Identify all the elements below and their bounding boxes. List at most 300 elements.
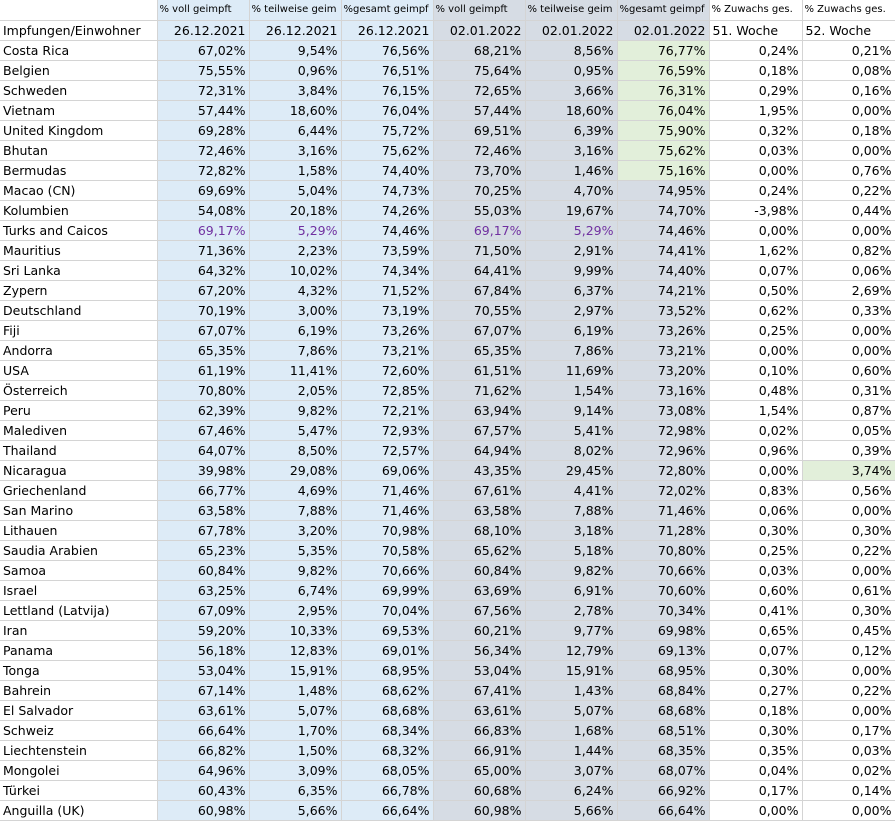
value-cell: 60,84%: [157, 561, 249, 581]
country-cell: Bhutan: [0, 141, 157, 161]
table-row: [0, 581, 895, 601]
value-cell: 18,60%: [249, 101, 341, 121]
value-cell: 0,41%: [709, 601, 802, 621]
value-cell: 60,21%: [433, 621, 525, 641]
header-cell-empty: [0, 0, 157, 21]
value-cell: 69,53%: [341, 621, 433, 641]
value-cell: 75,64%: [433, 61, 525, 81]
value-cell: -3,98%: [709, 201, 802, 221]
value-cell: 0,03%: [802, 741, 895, 761]
value-cell: 76,04%: [341, 101, 433, 121]
value-cell: 0,30%: [709, 661, 802, 681]
value-cell: 76,77%: [617, 41, 709, 61]
table-row: [0, 741, 895, 761]
value-cell: 71,28%: [617, 521, 709, 541]
value-cell: 2,23%: [249, 241, 341, 261]
table-row: [0, 681, 895, 701]
value-cell: 60,84%: [433, 561, 525, 581]
value-cell: 73,08%: [617, 401, 709, 421]
value-cell: 4,41%: [525, 481, 617, 501]
value-cell: 0,00%: [709, 341, 802, 361]
value-cell: 0,48%: [709, 381, 802, 401]
table-row: [0, 41, 895, 61]
value-cell: 71,36%: [157, 241, 249, 261]
table-row: [0, 381, 895, 401]
value-cell: 73,26%: [617, 321, 709, 341]
value-cell: 64,32%: [157, 261, 249, 281]
country-cell: Tonga: [0, 661, 157, 681]
value-cell: 75,90%: [617, 121, 709, 141]
value-cell: 20,18%: [249, 201, 341, 221]
value-cell: 70,60%: [617, 581, 709, 601]
value-cell: 73,21%: [341, 341, 433, 361]
value-cell: 0,00%: [709, 161, 802, 181]
value-cell: 67,09%: [157, 601, 249, 621]
table-row: [0, 61, 895, 81]
country-cell: Zypern: [0, 281, 157, 301]
country-cell: Kolumbien: [0, 201, 157, 221]
value-cell: 0,02%: [802, 761, 895, 781]
value-cell: 73,19%: [341, 301, 433, 321]
value-cell: 6,74%: [249, 581, 341, 601]
week-header: 52. Woche: [802, 21, 895, 41]
value-cell: 29,08%: [249, 461, 341, 481]
value-cell: 0,10%: [709, 361, 802, 381]
value-cell: 0,02%: [709, 421, 802, 441]
table-row: [0, 461, 895, 481]
value-cell: 69,99%: [341, 581, 433, 601]
value-cell: 0,60%: [802, 361, 895, 381]
value-cell: 0,56%: [802, 481, 895, 501]
value-cell: 0,33%: [802, 301, 895, 321]
country-cell: Liechtenstein: [0, 741, 157, 761]
value-cell: 0,00%: [802, 321, 895, 341]
value-cell: 75,72%: [341, 121, 433, 141]
value-cell: 72,60%: [341, 361, 433, 381]
value-cell: 64,07%: [157, 441, 249, 461]
column-header: %gesamt geimpf: [341, 0, 433, 21]
table-row: [0, 221, 895, 241]
table-row: [0, 341, 895, 361]
value-cell: 0,21%: [802, 41, 895, 61]
value-cell: 64,94%: [433, 441, 525, 461]
value-cell: 0,00%: [802, 141, 895, 161]
value-cell: 1,58%: [249, 161, 341, 181]
value-cell: 9,99%: [525, 261, 617, 281]
value-cell: 72,80%: [617, 461, 709, 481]
value-cell: 68,95%: [617, 661, 709, 681]
value-cell: 3,18%: [525, 521, 617, 541]
table-row: [0, 541, 895, 561]
value-cell: 67,56%: [433, 601, 525, 621]
value-cell: 0,25%: [709, 541, 802, 561]
value-cell: 72,96%: [617, 441, 709, 461]
value-cell: 60,98%: [157, 801, 249, 821]
value-cell: 70,80%: [157, 381, 249, 401]
value-cell: 0,06%: [709, 501, 802, 521]
value-cell: 72,57%: [341, 441, 433, 461]
value-cell: 66,78%: [341, 781, 433, 801]
value-cell: 69,13%: [617, 641, 709, 661]
table-row: [0, 121, 895, 141]
value-cell: 73,52%: [617, 301, 709, 321]
value-cell: 5,41%: [525, 421, 617, 441]
value-cell: 72,21%: [341, 401, 433, 421]
table-row: [0, 81, 895, 101]
value-cell: 66,92%: [617, 781, 709, 801]
value-cell: 67,84%: [433, 281, 525, 301]
table-row: [0, 181, 895, 201]
table-row: [0, 721, 895, 741]
country-cell: Vietnam: [0, 101, 157, 121]
country-cell: Saudia Arabien: [0, 541, 157, 561]
value-cell: 60,43%: [157, 781, 249, 801]
value-cell: 71,50%: [433, 241, 525, 261]
country-cell: United Kingdom: [0, 121, 157, 141]
value-cell: 1,43%: [525, 681, 617, 701]
value-cell: 0,04%: [709, 761, 802, 781]
value-cell: 61,51%: [433, 361, 525, 381]
value-cell: 67,57%: [433, 421, 525, 441]
value-cell: 7,86%: [249, 341, 341, 361]
value-cell: 9,54%: [249, 41, 341, 61]
value-cell: 74,46%: [341, 221, 433, 241]
value-cell: 15,91%: [249, 661, 341, 681]
value-cell: 66,82%: [157, 741, 249, 761]
value-cell: 9,82%: [249, 561, 341, 581]
value-cell: 3,16%: [525, 141, 617, 161]
value-cell: 66,64%: [341, 801, 433, 821]
date-header: 02.01.2022: [433, 21, 525, 41]
value-cell: 61,19%: [157, 361, 249, 381]
value-cell: 67,07%: [157, 321, 249, 341]
value-cell: 0,95%: [525, 61, 617, 81]
value-cell: 67,20%: [157, 281, 249, 301]
value-cell: 1,70%: [249, 721, 341, 741]
value-cell: 1,50%: [249, 741, 341, 761]
value-cell: 0,17%: [709, 781, 802, 801]
value-cell: 12,83%: [249, 641, 341, 661]
value-cell: 6,19%: [525, 321, 617, 341]
value-cell: 70,34%: [617, 601, 709, 621]
value-cell: 0,29%: [709, 81, 802, 101]
country-cell: San Marino: [0, 501, 157, 521]
value-cell: 0,82%: [802, 241, 895, 261]
country-cell: Bahrein: [0, 681, 157, 701]
value-cell: 0,03%: [709, 561, 802, 581]
table-row: [0, 761, 895, 781]
value-cell: 74,41%: [617, 241, 709, 261]
value-cell: 66,77%: [157, 481, 249, 501]
value-cell: 9,14%: [525, 401, 617, 421]
value-cell: 65,35%: [157, 341, 249, 361]
value-cell: 0,00%: [802, 501, 895, 521]
country-cell: Anguilla (UK): [0, 801, 157, 821]
value-cell: 0,17%: [802, 721, 895, 741]
value-cell: 9,82%: [525, 561, 617, 581]
value-cell: 67,02%: [157, 41, 249, 61]
value-cell: 74,26%: [341, 201, 433, 221]
value-cell: 0,00%: [802, 341, 895, 361]
value-cell: 71,46%: [341, 501, 433, 521]
value-cell: 0,45%: [802, 621, 895, 641]
value-cell: 73,70%: [433, 161, 525, 181]
value-cell: 67,41%: [433, 681, 525, 701]
value-cell: 76,51%: [341, 61, 433, 81]
value-cell: 71,52%: [341, 281, 433, 301]
value-cell: 67,61%: [433, 481, 525, 501]
column-header: % teilweise geim: [249, 0, 341, 21]
country-cell: Malediven: [0, 421, 157, 441]
value-cell: 39,98%: [157, 461, 249, 481]
value-cell: 6,24%: [525, 781, 617, 801]
value-cell: 0,76%: [802, 161, 895, 181]
value-cell: 8,56%: [525, 41, 617, 61]
country-cell: Fiji: [0, 321, 157, 341]
value-cell: 70,55%: [433, 301, 525, 321]
value-cell: 5,07%: [525, 701, 617, 721]
value-cell: 8,02%: [525, 441, 617, 461]
value-cell: 5,29%: [249, 221, 341, 241]
country-cell: Lithauen: [0, 521, 157, 541]
date-header: 02.01.2022: [617, 21, 709, 41]
value-cell: 0,24%: [709, 41, 802, 61]
table-row: [0, 661, 895, 681]
value-cell: 0,06%: [802, 261, 895, 281]
value-cell: 70,04%: [341, 601, 433, 621]
column-header: %gesamt geimpf: [617, 0, 709, 21]
value-cell: 0,31%: [802, 381, 895, 401]
table-row: [0, 641, 895, 661]
value-cell: 69,69%: [157, 181, 249, 201]
value-cell: 65,00%: [433, 761, 525, 781]
value-cell: 73,20%: [617, 361, 709, 381]
country-cell: Belgien: [0, 61, 157, 81]
value-cell: 4,32%: [249, 281, 341, 301]
value-cell: 66,91%: [433, 741, 525, 761]
value-cell: 6,91%: [525, 581, 617, 601]
value-cell: 76,31%: [617, 81, 709, 101]
value-cell: 3,09%: [249, 761, 341, 781]
value-cell: 71,46%: [617, 501, 709, 521]
value-cell: 5,66%: [249, 801, 341, 821]
value-cell: 68,62%: [341, 681, 433, 701]
value-cell: 74,95%: [617, 181, 709, 201]
value-cell: 67,46%: [157, 421, 249, 441]
table-row: [0, 361, 895, 381]
value-cell: 1,62%: [709, 241, 802, 261]
column-header: % teilweise geim: [525, 0, 617, 21]
value-cell: 74,34%: [341, 261, 433, 281]
value-cell: 6,19%: [249, 321, 341, 341]
country-cell: Samoa: [0, 561, 157, 581]
value-cell: 57,44%: [157, 101, 249, 121]
value-cell: 72,46%: [433, 141, 525, 161]
table-row: [0, 781, 895, 801]
value-cell: 62,39%: [157, 401, 249, 421]
value-cell: 0,30%: [709, 521, 802, 541]
value-cell: 9,77%: [525, 621, 617, 641]
table-row: [0, 241, 895, 261]
header-row-labels: [0, 0, 895, 21]
value-cell: 11,41%: [249, 361, 341, 381]
value-cell: 68,32%: [341, 741, 433, 761]
value-cell: 60,68%: [433, 781, 525, 801]
value-cell: 56,34%: [433, 641, 525, 661]
value-cell: 0,35%: [709, 741, 802, 761]
value-cell: 0,08%: [802, 61, 895, 81]
value-cell: 66,64%: [157, 721, 249, 741]
country-cell: Türkei: [0, 781, 157, 801]
table-row: [0, 441, 895, 461]
value-cell: 5,35%: [249, 541, 341, 561]
header-title: Impfungen/Einwohner: [0, 21, 157, 41]
value-cell: 0,07%: [709, 261, 802, 281]
value-cell: 7,86%: [525, 341, 617, 361]
value-cell: 63,58%: [433, 501, 525, 521]
value-cell: 68,10%: [433, 521, 525, 541]
table-row: [0, 101, 895, 121]
value-cell: 74,21%: [617, 281, 709, 301]
value-cell: 3,20%: [249, 521, 341, 541]
column-header: % Zuwachs ges.: [802, 0, 895, 21]
value-cell: 69,51%: [433, 121, 525, 141]
value-cell: 63,58%: [157, 501, 249, 521]
value-cell: 63,25%: [157, 581, 249, 601]
value-cell: 74,40%: [341, 161, 433, 181]
value-cell: 67,07%: [433, 321, 525, 341]
value-cell: 70,98%: [341, 521, 433, 541]
value-cell: 3,84%: [249, 81, 341, 101]
value-cell: 59,20%: [157, 621, 249, 641]
value-cell: 65,62%: [433, 541, 525, 561]
table-row: [0, 501, 895, 521]
value-cell: 0,00%: [802, 561, 895, 581]
date-header: 26.12.2021: [157, 21, 249, 41]
date-header: 26.12.2021: [341, 21, 433, 41]
value-cell: 3,00%: [249, 301, 341, 321]
value-cell: 0,22%: [802, 181, 895, 201]
value-cell: 0,65%: [709, 621, 802, 641]
value-cell: 55,03%: [433, 201, 525, 221]
value-cell: 0,12%: [802, 641, 895, 661]
value-cell: 54,08%: [157, 201, 249, 221]
value-cell: 56,18%: [157, 641, 249, 661]
value-cell: 0,32%: [709, 121, 802, 141]
country-cell: El Salvador: [0, 701, 157, 721]
value-cell: 2,91%: [525, 241, 617, 261]
value-cell: 5,66%: [525, 801, 617, 821]
value-cell: 74,46%: [617, 221, 709, 241]
value-cell: 5,04%: [249, 181, 341, 201]
value-cell: 72,02%: [617, 481, 709, 501]
table-row: [0, 261, 895, 281]
value-cell: 0,18%: [802, 121, 895, 141]
value-cell: 4,70%: [525, 181, 617, 201]
table-row: [0, 621, 895, 641]
country-cell: Schweden: [0, 81, 157, 101]
country-cell: Israel: [0, 581, 157, 601]
value-cell: 63,69%: [433, 581, 525, 601]
value-cell: 0,30%: [802, 521, 895, 541]
value-cell: 2,95%: [249, 601, 341, 621]
value-cell: 69,17%: [157, 221, 249, 241]
value-cell: 68,05%: [341, 761, 433, 781]
value-cell: 76,59%: [617, 61, 709, 81]
value-cell: 18,60%: [525, 101, 617, 121]
value-cell: 6,39%: [525, 121, 617, 141]
value-cell: 0,00%: [802, 661, 895, 681]
value-cell: 63,61%: [433, 701, 525, 721]
value-cell: 69,17%: [433, 221, 525, 241]
value-cell: 5,47%: [249, 421, 341, 441]
value-cell: 74,73%: [341, 181, 433, 201]
table-row: [0, 481, 895, 501]
value-cell: 69,28%: [157, 121, 249, 141]
country-cell: Turks and Caicos: [0, 221, 157, 241]
value-cell: 0,87%: [802, 401, 895, 421]
value-cell: 0,07%: [709, 641, 802, 661]
value-cell: 4,69%: [249, 481, 341, 501]
table-row: [0, 161, 895, 181]
value-cell: 0,30%: [709, 721, 802, 741]
value-cell: 0,30%: [802, 601, 895, 621]
value-cell: 0,00%: [709, 461, 802, 481]
value-cell: 66,83%: [433, 721, 525, 741]
value-cell: 0,14%: [802, 781, 895, 801]
value-cell: 0,24%: [709, 181, 802, 201]
table-row: [0, 601, 895, 621]
table-row: [0, 801, 895, 821]
value-cell: 74,40%: [617, 261, 709, 281]
value-cell: 3,66%: [525, 81, 617, 101]
value-cell: 68,95%: [341, 661, 433, 681]
value-cell: 0,50%: [709, 281, 802, 301]
value-cell: 75,62%: [341, 141, 433, 161]
table-row: [0, 201, 895, 221]
value-cell: 9,82%: [249, 401, 341, 421]
value-cell: 1,48%: [249, 681, 341, 701]
value-cell: 43,35%: [433, 461, 525, 481]
value-cell: 64,41%: [433, 261, 525, 281]
value-cell: 1,68%: [525, 721, 617, 741]
value-cell: 68,35%: [617, 741, 709, 761]
value-cell: 69,06%: [341, 461, 433, 481]
value-cell: 68,21%: [433, 41, 525, 61]
country-cell: Nicaragua: [0, 461, 157, 481]
value-cell: 68,51%: [617, 721, 709, 741]
value-cell: 0,00%: [709, 221, 802, 241]
value-cell: 0,62%: [709, 301, 802, 321]
value-cell: 0,03%: [709, 141, 802, 161]
value-cell: 75,62%: [617, 141, 709, 161]
country-cell: Peru: [0, 401, 157, 421]
column-header: % Zuwachs ges.: [709, 0, 802, 21]
country-cell: Andorra: [0, 341, 157, 361]
value-cell: 3,16%: [249, 141, 341, 161]
country-cell: Mongolei: [0, 761, 157, 781]
table-row: [0, 701, 895, 721]
value-cell: 69,01%: [341, 641, 433, 661]
value-cell: 5,18%: [525, 541, 617, 561]
value-cell: 0,00%: [802, 101, 895, 121]
value-cell: 72,85%: [341, 381, 433, 401]
value-cell: 0,27%: [709, 681, 802, 701]
value-cell: 1,44%: [525, 741, 617, 761]
value-cell: 76,15%: [341, 81, 433, 101]
table-row: [0, 141, 895, 161]
value-cell: 76,56%: [341, 41, 433, 61]
